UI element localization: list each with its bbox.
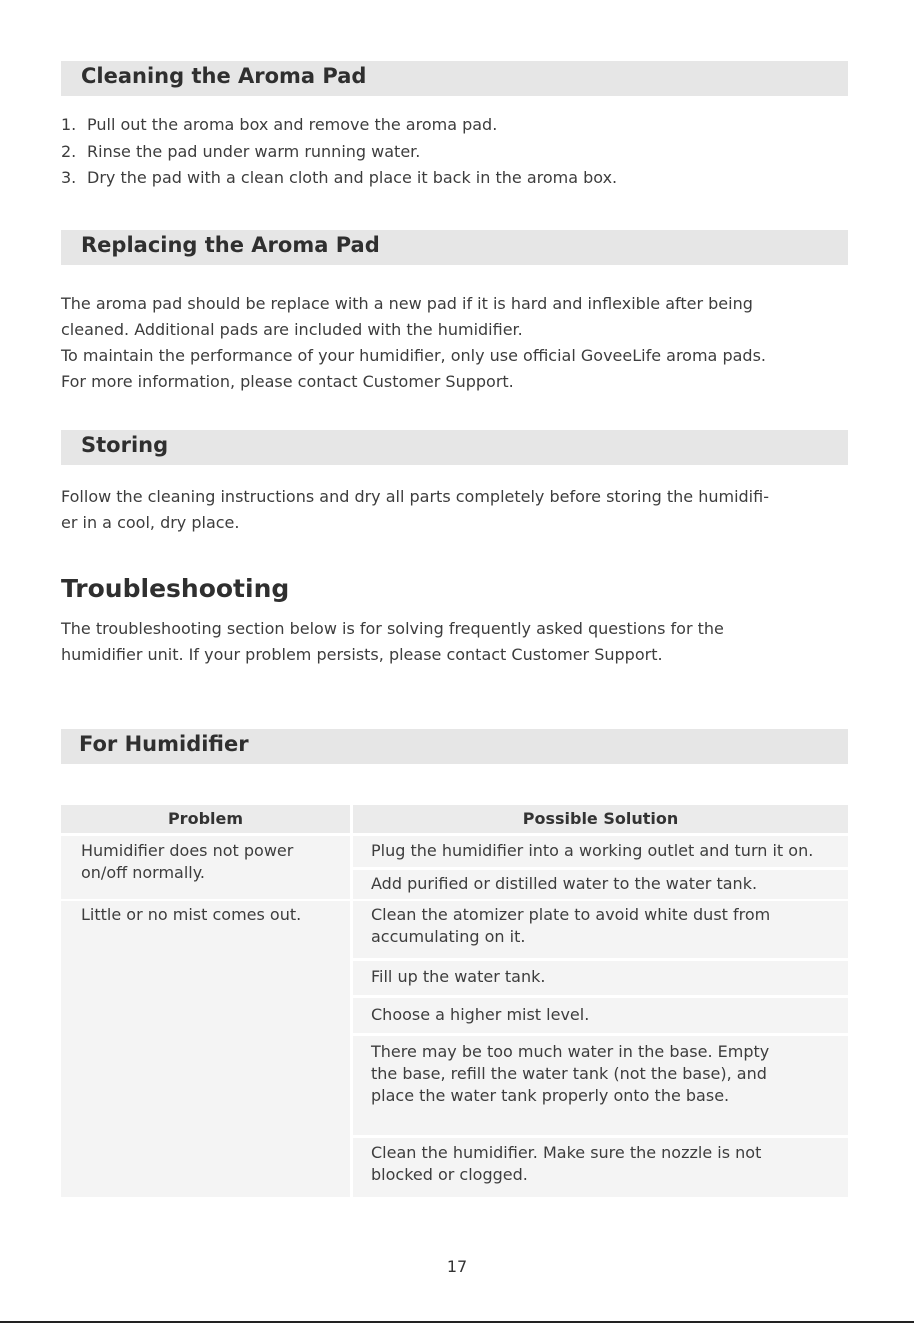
cell-line: place the water tank properly onto the base. [371,1086,730,1105]
section-title: Replacing the Aroma Pad [81,233,380,257]
paragraph-line: humidifier unit. If your problem persists, please contact Customer Support. [61,645,663,664]
table-cell-solution [353,836,848,867]
cell-line: Choose a higher mist level. [371,1005,590,1024]
table-header-problem: Problem [61,805,350,833]
cell-line: Clean the humidifier. Make sure the nozzle is not [371,1143,762,1162]
section-title: Cleaning the Aroma Pad [81,64,367,88]
cell-line: Add purified or distilled water to the water tank. [371,874,758,893]
paragraph-line: Follow the cleaning instructions and dry all parts completely before storing the humidifi- [61,487,769,506]
troubleshooting-heading: Troubleshooting [61,574,290,603]
cell-line: accumulating on it. [371,927,526,946]
cell-line: blocked or clogged. [371,1165,528,1184]
paragraph-line: er in a cool, dry place. [61,513,240,532]
table-header-solution: Possible Solution [353,805,848,833]
table-cell-solution [353,870,848,899]
paragraph-line: The aroma pad should be replace with a new pad if it is hard and inflexible after being [61,294,753,313]
paragraph-line: For more information, please contact Customer Support. [61,372,514,391]
page-bottom-rule [0,1321,914,1323]
section-title: For Humidifier [79,732,249,756]
section-header-cleaning [61,61,848,96]
cell-line: Clean the atomizer plate to avoid white dust from [371,905,771,924]
paragraph-line: To maintain the performance of your humidifier, only use official GoveeLife aroma pads. [61,346,766,365]
paragraph-line: The troubleshooting section below is for solving frequently asked questions for the [61,619,724,638]
section-header-storing [61,430,848,465]
page-number: 17 [446,1257,468,1276]
replacing-paragraph [61,291,766,395]
storing-paragraph [61,484,769,536]
table-cell-solution [353,1036,848,1135]
step-item: 3. Dry the pad with a clean cloth and place it back in the aroma box. [61,168,618,187]
table-cell-solution [353,901,848,958]
table-cell-solution [353,1138,848,1197]
cell-line: the base, refill the water tank (not the base), and [371,1064,767,1083]
cell-line: Fill up the water tank. [371,967,546,986]
cell-line: on/off normally. [81,863,205,882]
table-cell-solution [353,998,848,1033]
step-item: 1. Pull out the aroma box and remove the aroma pad. [61,115,498,134]
cell-line: Plug the humidifier into a working outlet and turn it on. [371,841,814,860]
cell-line: Little or no mist comes out. [81,905,302,924]
step-item: 2. Rinse the pad under warm running water. [61,141,421,161]
cell-line: Humidifier does not power [81,841,294,860]
table-cell-problem [61,836,350,899]
section-header-humidifier [61,729,848,764]
section-header-replacing [61,230,848,265]
troubleshooting-paragraph [61,616,724,668]
table-cell-solution [353,961,848,995]
table-cell-problem [61,901,350,1197]
cell-line: There may be too much water in the base. Empty [371,1042,770,1061]
section-title: Storing [81,433,169,457]
paragraph-line: cleaned. Additional pads are included with the humidifier. [61,320,523,339]
cleaning-steps [61,112,617,192]
